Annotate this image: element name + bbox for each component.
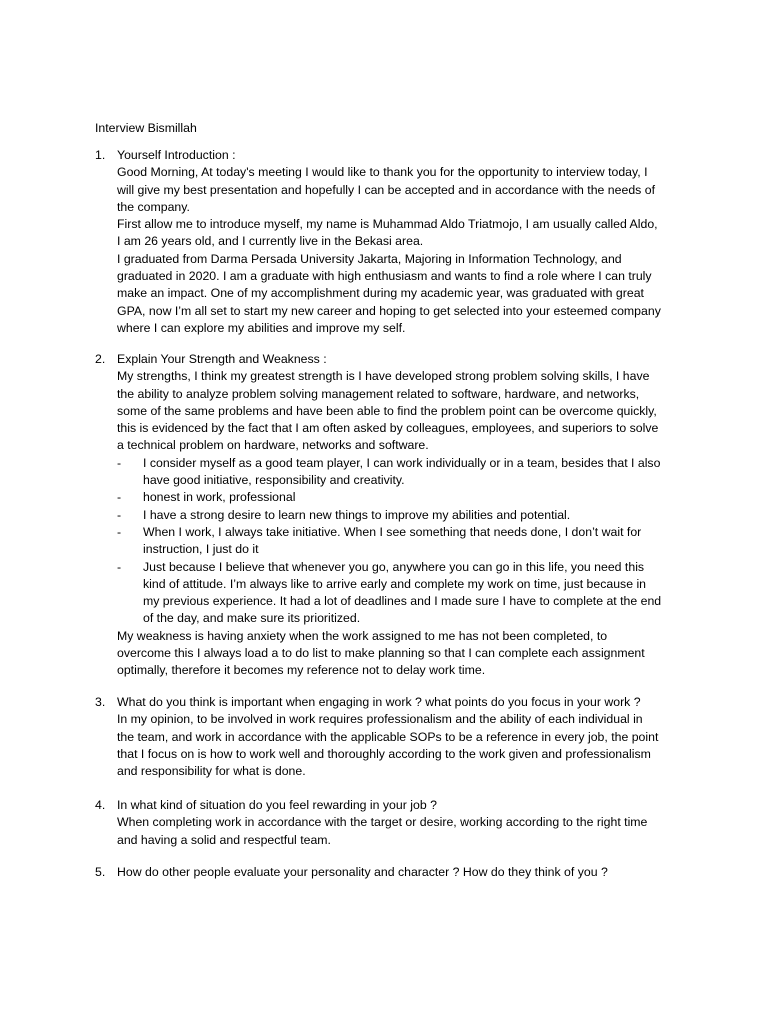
paragraph-line: the ability to analyze problem solving management related to software, hardware, and networks,	[117, 386, 640, 401]
section-number: 3.	[95, 695, 106, 709]
section-number: 2.	[95, 352, 106, 366]
paragraph-line: the team, and work in accordance with the applicable SOPs to be a reference in every job, the point	[117, 729, 659, 744]
paragraph-line: the company.	[117, 199, 190, 214]
paragraph-line: will give my best presentation and hopefully I can be accepted and in accordance with the needs of	[117, 182, 655, 197]
paragraph-line: My weakness is having anxiety when the work assigned to me has not been completed, to	[117, 628, 608, 643]
bullet-line: honest in work, professional	[143, 490, 296, 505]
paragraph-line: and having a solid and respectful team.	[117, 832, 331, 847]
paragraph-line: a technical problem on hardware, networks and software.	[117, 438, 429, 453]
section-introduction	[95, 147, 695, 337]
paragraph-line: When completing work in accordance with the target or desire, working according to the right time	[117, 815, 648, 830]
bullet-item	[117, 559, 695, 628]
bullet-line: When I work, I always take initiative. When I see something that needs done, I don’t wait for	[143, 524, 642, 539]
section-strength-weakness	[95, 351, 695, 680]
section-number: 1.	[95, 148, 106, 162]
bullet-item	[117, 455, 695, 490]
paragraph-line: make an impact. One of my accomplishment during my academic year, was graduated with great	[117, 286, 644, 301]
paragraph-line: I graduated from Darma Persada University Jakarta, Majoring in Information Technology, and	[117, 251, 622, 266]
paragraph-line: where I can explore my abilities and improve my self.	[117, 320, 406, 335]
section-personality-evaluation	[95, 864, 695, 881]
section-heading: Yourself Introduction :	[117, 148, 236, 162]
bullet-line: I have a strong desire to learn new things to improve my abilities and potential.	[143, 507, 571, 522]
bullet-line: instruction, I just do it	[143, 542, 259, 557]
paragraph-line: overcome this I always load a to do list to make planning so that I can complete each assignment	[117, 646, 645, 661]
bullet-marker: -	[117, 524, 122, 539]
paragraph-line: optimally, therefore it becomes my reference not to delay work time.	[117, 663, 486, 678]
bullet-item	[117, 524, 695, 559]
bullet-line: my previous experience. It had a lot of deadlines and I made sure I have to complete at the end	[143, 594, 662, 609]
bullet-line: kind of attitude. I’m always like to arrive early and complete my work on time, just because in	[143, 576, 647, 591]
paragraph-line: some of the same problems and have been able to find the problem point can be overcome quickly,	[117, 403, 657, 418]
bullet-item	[117, 489, 695, 506]
section-heading: What do you think is important when engaging in work ? what points do you focus in your work ?	[117, 695, 641, 709]
section-rewarding-situation	[95, 797, 695, 849]
section-important-in-work	[95, 694, 695, 780]
paragraph-line: In my opinion, to be involved in work requires professionalism and the ability of each individual in	[117, 712, 643, 727]
paragraph-line: First allow me to introduce myself, my name is Muhammad Aldo Triatmojo, I am usually called Aldo,	[117, 217, 658, 232]
paragraph-line: I am 26 years old, and I currently live in the Bekasi area.	[117, 234, 424, 249]
section-heading: How do other people evaluate your personality and character ? How do they think of you ?	[117, 865, 608, 879]
section-number: 4.	[95, 798, 106, 812]
bullet-line: Just because I believe that whenever you go, anywhere you can go in this life, you need this	[143, 559, 645, 574]
paragraph-line: My strengths, I think my greatest strength is I have developed strong problem solving skills, I have	[117, 369, 650, 384]
document-title: Interview Bismillah	[95, 121, 197, 135]
paragraph-line: GPA, now I’m all set to start my new career and hoping to get selected into your esteemed company	[117, 303, 661, 318]
bullet-line: I consider myself as a good team player, I can work individually or in a team, besides that I also	[143, 455, 661, 470]
bullet-line: have good initiative, responsibility and creativity.	[143, 473, 405, 488]
bullet-line: of the day, and make sure its prioritized.	[143, 611, 361, 626]
section-heading: Explain Your Strength and Weakness :	[117, 352, 327, 366]
bullet-marker: -	[117, 559, 122, 574]
bullet-marker: -	[117, 490, 122, 505]
paragraph-line: Good Morning, At today's meeting I would like to thank you for the opportunity to interview today, I	[117, 165, 648, 180]
paragraph-line: that I focus on is how to work well and thoroughly according to the work given and professionalism	[117, 746, 651, 761]
section-heading: In what kind of situation do you feel rewarding in your job ?	[117, 798, 437, 812]
paragraph-line: graduated in 2020. I am a graduate with high enthusiasm and wants to find a role where I can truly	[117, 269, 652, 284]
paragraph-line: this is evidenced by the fact that I am often asked by colleagues, employees, and superiors to solve	[117, 421, 659, 436]
section-number: 5.	[95, 865, 106, 879]
bullet-marker: -	[117, 455, 122, 470]
bullet-marker: -	[117, 507, 122, 522]
paragraph-line: and responsibility for what is done.	[117, 764, 306, 779]
bullet-item	[117, 507, 695, 524]
